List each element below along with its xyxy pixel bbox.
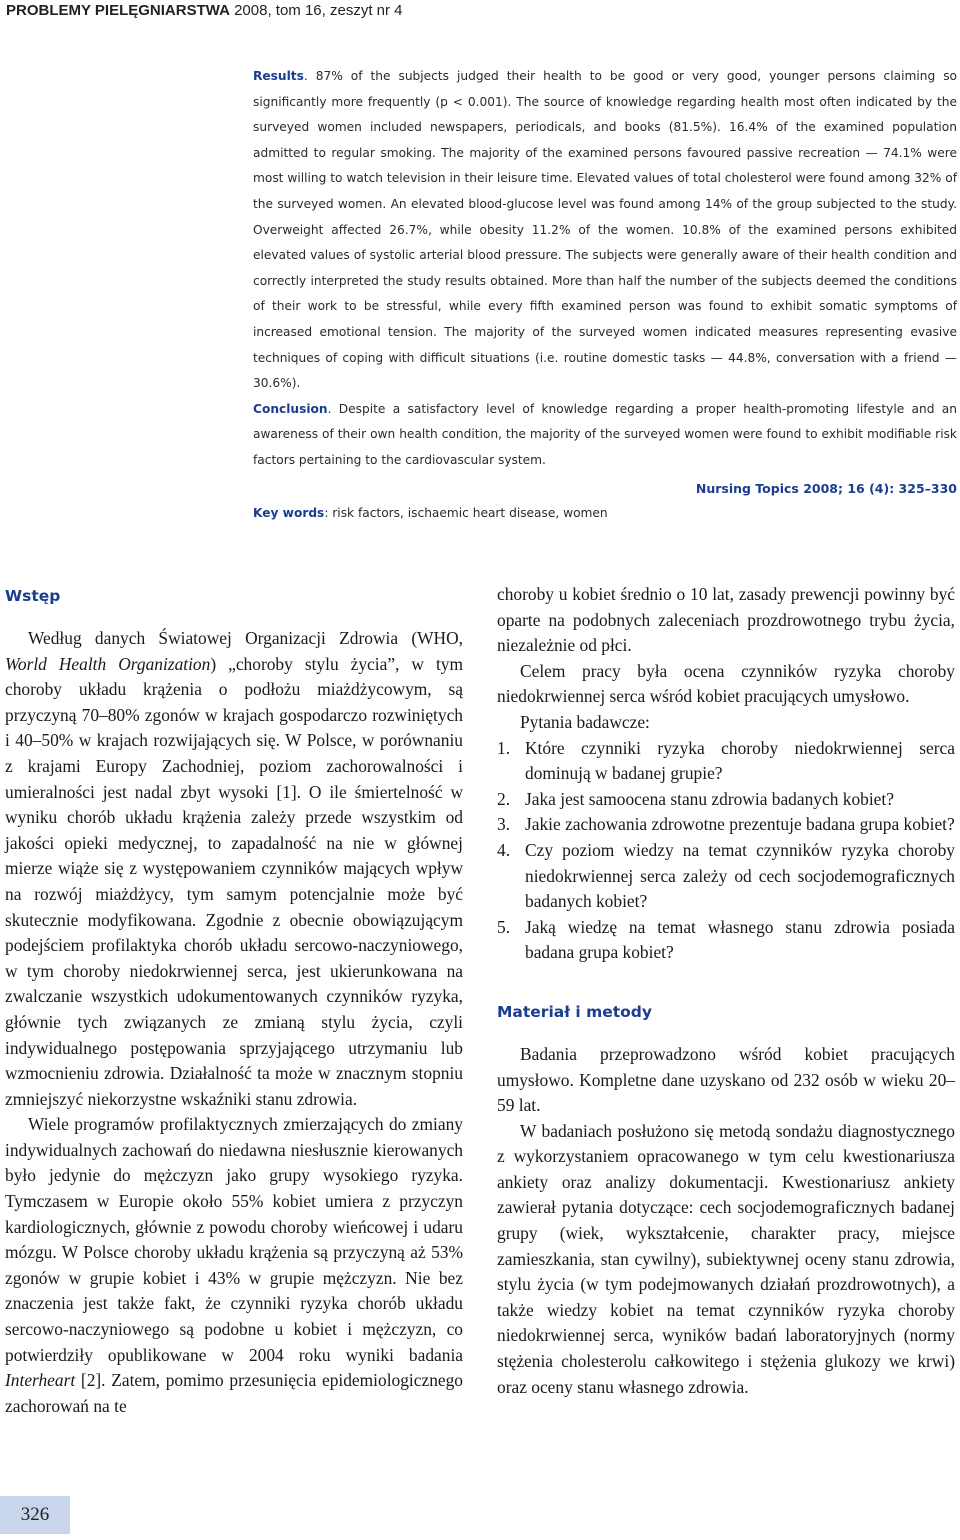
aim-paragraph: Celem pracy była ocena czynników ryzyka choroby niedokrwiennej serca wśród kobiet pracujących umysłowo. [497, 660, 955, 707]
intro-p1-text-a: Według danych Światowej Organizacji Zdrowia (WHO, [28, 628, 463, 648]
page-number: 326 [0, 1496, 70, 1534]
methods-paragraph-1: Badania przeprowadzono wśród kobiet pracujących umysłowo. Kompletne dane uzyskano od 232 osób w wieku 20–59 lat. [497, 1043, 955, 1116]
list-item [497, 838, 955, 915]
section-title-material-metody: Materiał i metody [497, 1002, 652, 1021]
question-text: Które czynniki ryzyka choroby niedokrwiennej serca dominują w badanej grupie? [525, 737, 955, 784]
questions-intro: Pytania badawcze: [520, 711, 650, 732]
abstract-results [253, 64, 957, 397]
intro-p2-italic: Interheart [5, 1370, 76, 1391]
right-column [497, 582, 955, 1400]
abstract [253, 64, 957, 527]
journal-name: PROBLEMY PIELĘGNIARSTWA [6, 2, 230, 19]
question-number: 1. [497, 737, 511, 758]
journal-issue: 2008, tom 16, zeszyt nr 4 [229, 2, 403, 19]
keywords-text: : risk factors, ischaemic heart disease, women [324, 506, 608, 521]
question-number: 3. [497, 814, 511, 835]
question-text: Jakie zachowania zdrowotne prezentuje badana grupa kobiet? [525, 814, 955, 835]
intro-p2-text-b: [2]. Zatem, pomimo przesunięcia epidemiologicznego zachorowań na te [5, 1370, 463, 1416]
intro-paragraph-1 [5, 626, 463, 1112]
list-item [497, 812, 955, 838]
intro-p1-italic: World Health Organization [5, 653, 211, 674]
intro-p1-text-b: ) „choroby stylu życia”, w tym choroby układu krążenia o podłożu miażdżycowym, są przyczyną 70–80% zgonów w krajach gospodarczo rozwiniętych i 40–50% w krajach rozwijających się. W Polsce, w porównaniu z krajami Europy Zachodniej, poziom zachorowalności i umieralności jest nadal zbyt wysoki [1]. O ile śmiertelność w wyniku chorób układu krążenia zależy przede wszystkim od jakości opieki medycznej, to zapadalność na nie w głównej mierze wiąże się z występowaniem czynników mających wpływ na rozwój miażdżycy, tym samym potencjalnie może być skutecznie modyfikowana. Zgodnie z obecnie obowiązującym podejściem profilaktyka chorób układu sercowo-naczyniowego, w tym choroby niedokrwiennej serca, jest ukierunkowana na zwalczanie wszystkich udokumentowanych czynników ryzyka, głównie tych związanych ze zmianą stylu życia, czyli indywidualnego postępowania sprzyjającego utrzymaniu lub wzmocnieniu zdrowia. Działalność ta może w znacznym stopniu zmniejszyć niekorzystne wskaźniki stanu zdrowia. [5, 653, 463, 1109]
results-text: . 87% of the subjects judged their health to be good or very good, younger persons claiming so significantly more frequently (p < 0.001). The source of knowledge regarding health most often indicated by the surveyed women included newspapers, periodicals, and books (81.5%). 16.4% of the examined population admitted to regular smoking. The majority of the examined persons favoured passive recreation — 74.1% were most willing to watch television in their leisure time. Elevated values of total cholesterol were found among 32% of the surveyed women. An elevated blood-glucose level was found among 14% of the group subjected to the study. Overweight affected 26.7%, while obesity 11.2% of the women. 10.8% of the examined persons exhibited elevated values of systolic arterial blood pressure. The subjects were generally aware of their health condition and correctly interpreted the study results obtained. More than half the number of the subjects deemed the conditions of their work to be stressful, while every fifth examined person was found to exhibit somatic symptoms of increased emotional tension. The majority of the surveyed women indicated measures representing evasive techniques of coping with difficult situations (i.e. routine domestic tasks — 44.8%, conversation with a friend — 30.6%). [253, 69, 957, 391]
question-text: Jaka jest samoocena stanu zdrowia badanych kobiet? [525, 788, 894, 809]
intro-paragraph-2 [5, 1112, 463, 1419]
question-number: 4. [497, 839, 511, 860]
question-text: Jaką wiedzę na temat własnego stanu zdrowia posiada badana grupa kobiet? [525, 916, 955, 963]
abstract-conclusion [253, 397, 957, 474]
conclusion-label: Conclusion [253, 401, 328, 416]
keywords-label: Key words [253, 506, 325, 521]
question-number: 2. [497, 788, 511, 809]
list-item [497, 736, 955, 787]
results-label: Results [253, 69, 304, 83]
methods-paragraph-2: W badaniach posłużono się metodą sondażu diagnostycznego z wykorzystaniem opracowanego w tym celu kwestionariusza ankiety oraz analizy dokumentacji. Kwestionariusz ankiety zawierał pytania dotyczące: cech socjodemograficznych badanej grupy (wiek, wykształcenie, charakter pracy, miejsce zamieszkania, stan cywilny), subiektywnej oceny stanu zdrowia, stylu życia (w tym podejmowanych działań prozdrowotnych), a także wiedzy kobiet na temat czynników ryzyka choroby niedokrwiennej serca, wyników badań laboratoryjnych (normy stężenia cholesterolu całkowitego i stężenia glukozy we krwi) oraz oceny stanu własnego zdrowia. [497, 1120, 955, 1397]
intro-continuation: choroby u kobiet średnio o 10 lat, zasady prewencji powinny być oparte na podobnych zaleceniach prozdrowotnego trybu życia, niezależnie od płci. [497, 584, 955, 656]
research-questions [497, 736, 955, 966]
question-number: 5. [497, 916, 511, 937]
conclusion-text: . Despite a satisfactory level of knowledge regarding a proper health-promoting lifestyle and an awareness of their own health condition, the majority of the surveyed women were found to exhibit modifiable risk factors pertaining to the cardiovascular system. [253, 401, 957, 467]
list-item [497, 915, 955, 966]
list-item [497, 787, 955, 813]
keywords [253, 501, 957, 527]
citation: Nursing Topics 2008; 16 (4): 325–330 [695, 480, 957, 496]
question-text: Czy poziom wiedzy na temat czynników ryzyka choroby niedokrwiennej serca zależy od cech socjodemograficznych badanych kobiet? [525, 839, 955, 912]
intro-p2-text-a: Wiele programów profilaktycznych zmierzających do zmiany indywidualnych zachowań do niedawna niesłusznie kierowanych było jedynie do mężczyzn jako grupy wysokiego ryzyka. Tymczasem w Europie około 55% kobiet umiera z przyczyn kardiologicznych, głównie z powodu choroby wieńcowej i udaru mózgu. W Polsce choroby układu krążenia są przyczyną aż 53% zgonów w grupie kobiet i 43% w grupie mężczyzn. Nie bez znaczenia jest także fakt, że czynniki ryzyka chorób układu sercowo-naczyniowego są podobne u kobiet i mężczyzn, co potwierdziły opublikowane w 2004 roku wyniki badania [5, 1114, 463, 1365]
running-header [6, 2, 403, 19]
left-column [5, 582, 463, 1419]
section-title-wstep: Wstęp [5, 587, 61, 605]
